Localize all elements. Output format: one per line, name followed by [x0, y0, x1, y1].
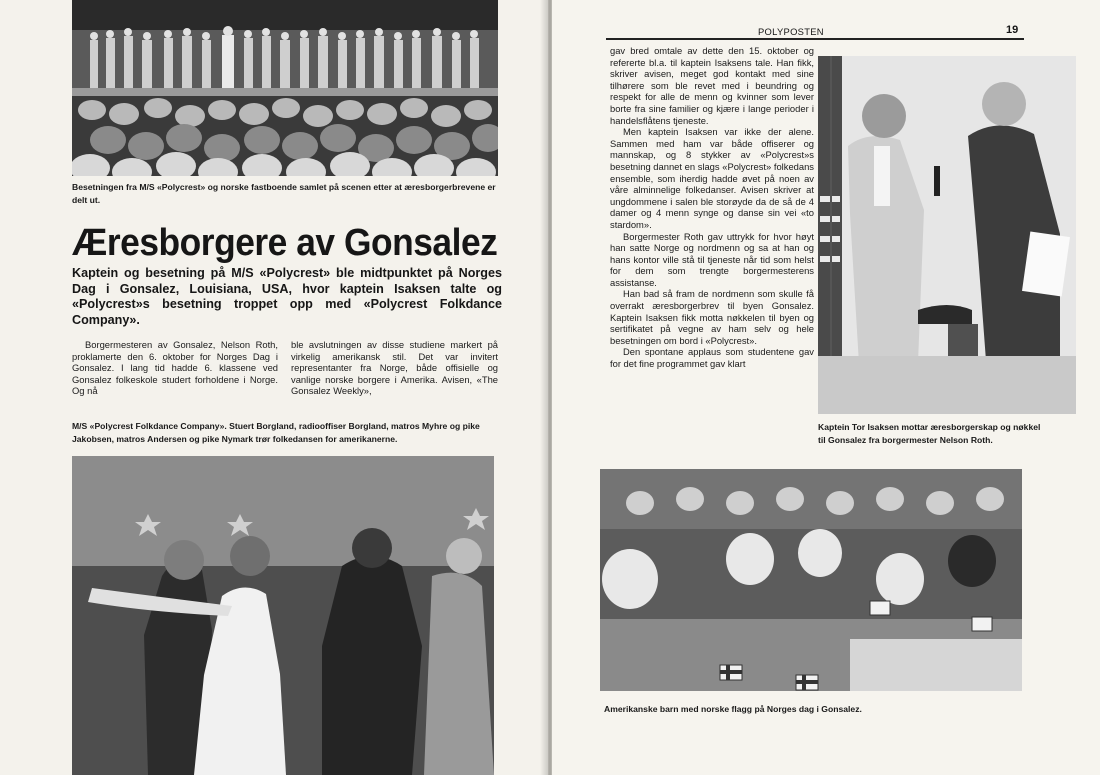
- right-paragraph-3: Borgermester Roth gav uttrykk for hvor høyt han satte Norge og nordmenn og sa at han og hans kontor ville stå til tjeneste når tid som helst for dem som trengte borgermesterens assistanse.: [610, 230, 814, 288]
- handshake-image: [818, 56, 1076, 414]
- right-paragraph-2: Men kaptein Isaksen var ikke der alene. Sammen med ham var både offiserer og mannskap, og 8 stykker av «Polycrest»s besetning dannet en slags «Polycrest» folkedans ensemble, som iherdig hadde øvet på noen av våre alminnelige folkedanser. Avisen skriver at ungdommene i salen ble storøyde da de så de 4 damer og 4 menn synge og danse sin vei «to stardom».: [610, 126, 814, 230]
- dance-photo-caption: M/S «Polycrest Folkdance Company». Stuert Borgland, radiooffiser Borgland, matros Myhre og pike Jakobsen, matros Andersen og pike Nymark trør folkedansen for amerikanerne.: [72, 421, 480, 444]
- header-rule: [606, 38, 1024, 40]
- right-body-column: [610, 45, 814, 370]
- body-col2-text: ble avslutningen av disse studiene markert på virkelig amerikansk stil. Det var invitert representanter fra Norge, både offisielle og vanlige norske borgere i Amerika. Avisen, «The Gonsalez Weekly»,: [291, 339, 498, 397]
- running-head: POLYPOSTEN: [758, 26, 824, 37]
- handshake-photo: [818, 56, 1076, 414]
- stage-ceremony-photo: [72, 0, 498, 176]
- left-page: [0, 0, 548, 775]
- right-page: [552, 0, 1100, 775]
- article-headline: Æresborgere av Gonsalez: [72, 222, 498, 264]
- folkdance-image: [72, 456, 494, 775]
- folkdance-photo: [72, 456, 494, 775]
- page-number: 19: [1006, 24, 1019, 36]
- children-with-flags-image: [600, 469, 1022, 691]
- article-lead: Kaptein og besetning på M/S «Polycrest» ble midtpunktet på Norges Dag i Gonsalez, Louisiana, USA, hvor kaptein Isaksen talte og «Polycrest»s besetning troppet opp med «Polycrest Folkdance Company».: [72, 266, 502, 327]
- handshake-photo-caption: Kaptein Tor Isaksen mottar æresborgerskap og nøkkel til Gonsalez fra borgermester Nelson Roth.: [818, 422, 1041, 445]
- right-paragraph-4: Han bad så fram de nordmenn som skulle få overrakt æresborgerbrev til byen Gonsalez. Kaptein Isaksen fikk motta nøkkelen til byen og sertifikatet på vegne av ham selv og hele besetningen om bord i «Polycrest».: [610, 288, 814, 346]
- body-column-1: [72, 339, 278, 397]
- stage-photo-caption: Besetningen fra M/S «Polycrest» og norske fastboende samlet på scenen etter at æresborgerbrevene er delt ut.: [72, 182, 496, 205]
- stage-ceremony-image: [72, 0, 498, 176]
- children-photo-caption: Amerikanske barn med norske flagg på Norges dag i Gonsalez.: [604, 704, 862, 714]
- right-paragraph-5: Den spontane applaus som studentene gav for det fine programmet gav klart: [610, 346, 814, 370]
- children-with-flags-photo: [600, 469, 1022, 691]
- right-paragraph-1: gav bred omtale av dette den 15. oktober og refererte bl.a. til kaptein Isaksens tale. Han fikk, skriver avisen, meget god kontakt med sine tilhørere som ble revet med i beundring og respekt for alle de menn og kvinner som lever borte fra sine familier og kjære i lange perioder i handelsflåtens tjeneste.: [610, 45, 814, 126]
- body-col1-text: Borgermesteren av Gonsalez, Nelson Roth, proklamerte den 6. oktober for Norges Dag i Gonsalez. I lang tid hadde 6. klassene ved Gonsalez folkeskole studert forholdene i Norge. Og nå: [72, 339, 278, 397]
- body-column-2: [291, 339, 498, 397]
